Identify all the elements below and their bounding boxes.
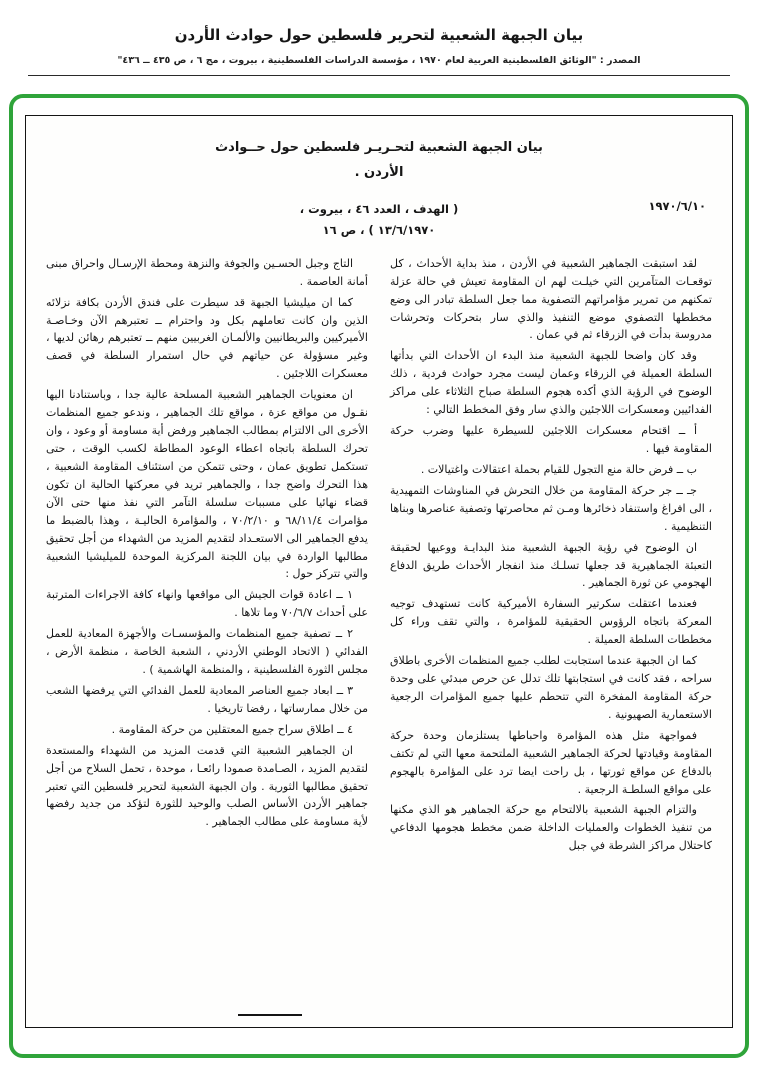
citation-line1: ( الهدف ، العدد ٤٦ ، بيروت ،: [299, 202, 459, 217]
page-title: بيان الجبهة الشعبية لتحرير فلسطين حول حوادث الأردن: [174, 26, 584, 44]
document-citation: [166, 199, 592, 240]
citation-line2: ١٣/٦/١٩٧٠ ) ، ص ١٦: [322, 223, 436, 238]
column-left: [46, 255, 368, 859]
paragraph: كما ان ميليشيا الجبهة قد سيطرت على فندق الأردن بكافة نزلائه الذين وان كانت تعاملهم بكل ود واحترام ــ تعتبرهم الآن وخـاصـة الأميركيين والبريطانيين والألمـان الغربيين منهم ــ تعتبرهم رهائن لديها ، وغير مسؤولة عن حياتهم في حال استمرار السلطة في قصف معسكرات اللاجئين .: [46, 295, 368, 381]
scanned-sheet: [25, 115, 733, 1028]
source-line: المصدر : "الوثائق الفلسطينية العربية لعام ١٩٧٠ ، مؤسسة الدراسات الفلسطينية ، بيروت ، مج ٦ ، ص ٤٣٥ ــ ٤٣٦": [117, 55, 641, 66]
paragraph: لقد استبقت الجماهير الشعبية في الأردن ، منذ بداية الأحداث ، كل توقعـات المتآمرين التي خيلـت لهم ان المقاومة تعيش في حالة عزلة تمكنهم من تمرير مؤامراتهم التصفوية مما جعل السلطة تبادر الى وضع مخططها التصفوي موضع التنفيذ والذي سار بتحركات وتحرشات مدروسة بدأت في الزرقاء ثم في عمان .: [390, 256, 712, 342]
paragraph: جـ ــ جر حركة المقاومة من خلال التحرش في المناوشات التمهيدية ، الى افراغ واستنفاد ذخائرها ومـن ثم محاصرتها وتصفية عناصرها وبناها التنظيمية .: [390, 483, 712, 533]
document-title-line1: بيان الجبهة الشعبية لتحـريـر فلسطين حول حــوادث: [215, 140, 543, 155]
paragraph: التاج وجبل الحسـين والجوفة والنزهة ومحطة الإرسـال واحراق مبنى أمانة العاصمة .: [46, 256, 368, 288]
paragraph: فمواجهة مثل هذه المؤامرة واحباطها يستلزمان وحدة حركة المقاومة وقيادتها لحركة الجماهير الشعبية الملتحمة معها التي لم تكتف بالدفاع عن مواقع ثورتها ، بل راحت ايضا ترد على المؤامرة بالهجوم على مواقع السلطـة الرجعية .: [390, 728, 712, 796]
paragraph: ب ــ فرض حالة منع التجول للقيام بحملة اعتقالات واغتيالات .: [420, 462, 697, 476]
paragraph: وقد كان واضحا للجبهة الشعبية منذ البدء ان الأحداث التي بدأتها السلطة العميلة في الزرقاء وعمان ليست مجرد حوادث فردية ، ذلك الوضوح في الرؤية الذي أكده هجوم السلطة صباح الثلاثاء على مراكز الفدائيين ومعسكرات اللاجئين والذي سار وفق المخطط التالي :: [390, 349, 712, 417]
paragraph: فعندما اعتقلت سكرتير السفارة الأميركية كانت تستهدف توجيه المعركة باتجاه الرؤوس الحقيقية للمؤامرة ، والتي تقف وراء كل مخططات السلطة العميلة .: [390, 597, 712, 647]
paragraph: ان معنويات الجماهير الشعبية المسلحة عالية جدا ، وباستنادنا اليها نقـول من مواقع عزة ، مواقع تلك الجماهير ، وندعو جميع المنظمات الأخرى الى الالتزام بمطالب الجماهير ورفض أية مساومة أو وعود ، وان تحرك السلطة باتجاه اعطاء الوعود المطاطة لكسب الوقت ، حتى تستكمل تطويق عمان ، وحتى تتمكن من استئناف المقاومة الشعبية ، هذا التحرك واضح جدا ، والجماهير تريد في معركتها الحالية ان تكون قضاء نهائيا على مسببات سلسلة التآمر التي نفذ منها حتى الآن مؤامرات ٦٨/١١/٤ و ٧٠/٢/١٠ ، والمؤامرة الحاليـة ، وهذا بالضبط ما يدفع الجماهير الى الاستعـداد لتقديم المزيد من الشهداء من أجل تحقيق مطالبها الواردة في بيان اللجنة المركزية الموحدة للميليشيا الشعبية والتي تتركز حول :: [46, 388, 368, 581]
end-mark: [238, 1014, 302, 1016]
page-header: [0, 0, 758, 76]
column-right: [390, 255, 712, 859]
document-title-line2: الأردن .: [354, 164, 404, 180]
paragraph: ان الجماهير الشعبية التي قدمت المزيد من الشهداء والمستعدة لتقديم المزيد ، الصـامدة صمودا رائعـا ، موحدة ، تحمل السلاح من أجل تحقيق مطالبها الثورية . وان الجبهة الشعبية لتحرير فلسطين التي تعتبر جماهير الأردن الأساس الصلب والوحيد للثورة لتؤكد من جديد رفضها لأية مساومة على مطالب الجماهير .: [46, 743, 368, 829]
header-divider: [28, 75, 730, 76]
document-columns: [46, 255, 712, 859]
paragraph: ٣ ــ ابعاد جميع العناصر المعادية للعمل الفدائي التي يرفضها الشعب من خلال ممارساتها ، رفضا تاريخيا .: [46, 683, 368, 715]
document-title: [46, 136, 712, 185]
paragraph: ان الوضوح في رؤية الجبهة الشعبية منذ البدايـة ووعيها لحقيقة التعبئة الجماهيرية قد جعلها تسلـك منذ انفجار الأحداث طريق الدفاع الهجومي عن ثورة الجماهير .: [390, 540, 712, 590]
document-date: ١٩٧٠/٦/١٠: [648, 199, 706, 214]
paragraph: كما ان الجبهة عندما استجابت لطلب جميع المنظمات الأخرى باطلاق سراحه ، فقد كانت في استجابتها تلك تدلل عن حرص مبدئي على وحدة حركة المقاومة المفخرة التي تتحطم عليها جميع المؤامرات الرجعية الاستعمارية الصهيونية .: [390, 654, 712, 721]
paragraph: ١ ــ اعادة قوات الجيش الى مواقعها وانهاء كافة الاجراءات المترتبة على أحداث ٧٠/٦/٧ وما تلاها .: [46, 588, 368, 620]
paragraph: أ ــ اقتحام معسكرات اللاجئين للسيطرة عليها وضرب حركة المقاومة فيها .: [390, 424, 712, 455]
paragraph: والتزام الجبهة الشعبية بالالتحام مع حركة الجماهير هو الذي مكنها من تنفيذ الخطوات والعمليات الداخلة ضمن مخطط هجومها الدفاعي كاحتلال مراكز الشرطة في جبل: [390, 803, 712, 853]
paragraph: ٤ ــ اطلاق سراح جميع المعتقلين من حركة المقاومة .: [111, 722, 353, 736]
scan-frame: [9, 94, 749, 1058]
paragraph: ٢ ــ تصفية جميع المنظمات والمؤسسـات والأجهزة المعادية للعمل الفدائي ( الاتحاد الوطني الأردني ، الشعبة الخاصة ، منظمة الأرض ، مجلس الثورة الفلسطينية ، والمنظمة الهاشمية ) .: [46, 627, 368, 677]
document-date-row: [46, 199, 712, 240]
